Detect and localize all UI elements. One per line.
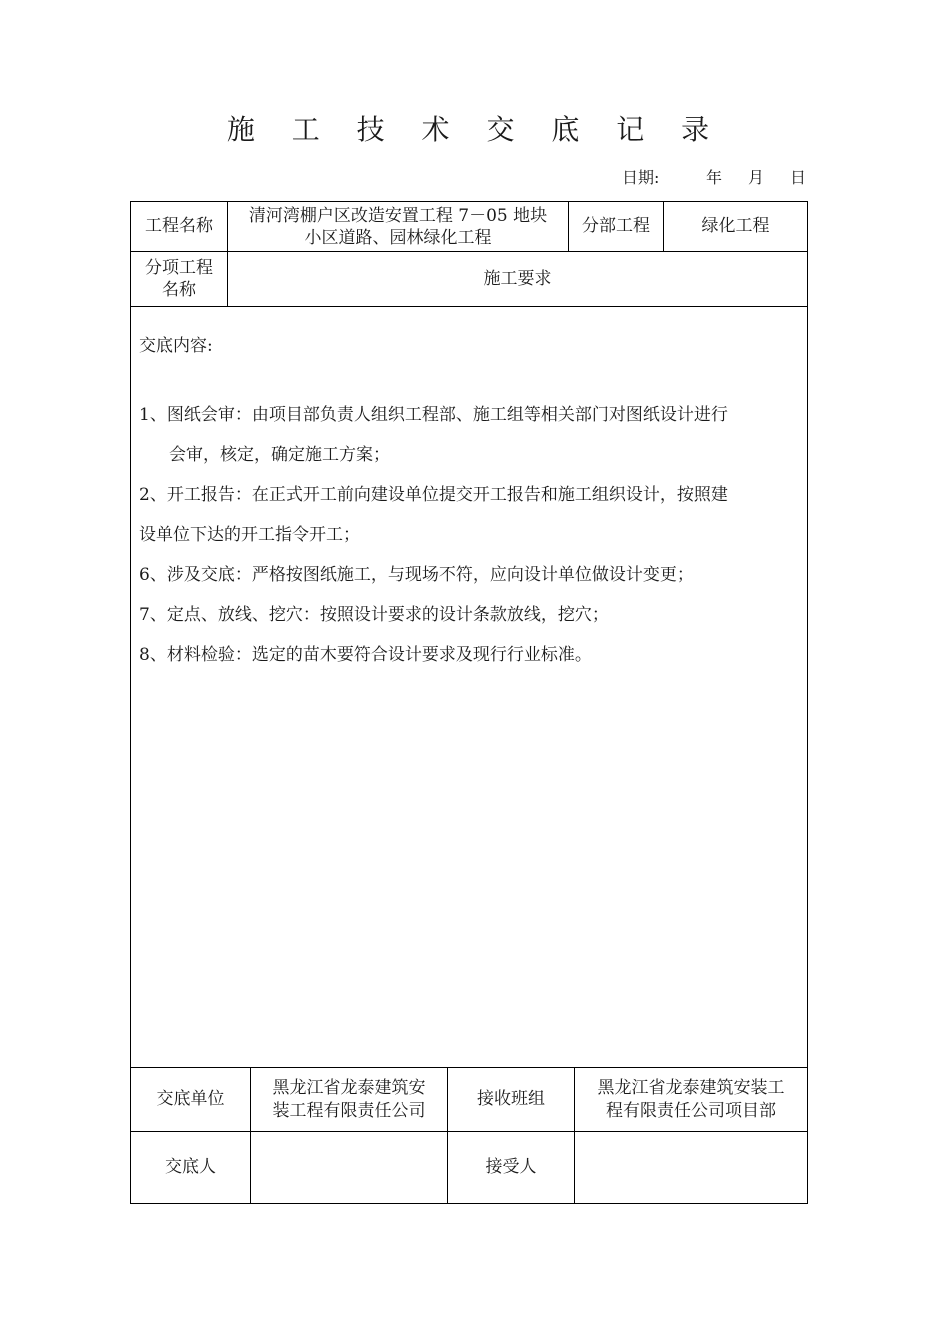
receiver-label-text: 接受人 [485,1157,537,1177]
sub-item-value [228,252,807,306]
division-value-text: 绿化工程 [701,216,770,236]
item-8-line1: 8、材料检验：选定的苗木要符合设计要求及现行行业标准。 [139,645,592,665]
receiving-group-line1: 黑龙江省龙泰建筑安装工 [597,1077,785,1098]
receiver-label [448,1132,574,1203]
date-month: 月 [748,168,765,187]
sub-item-label [131,252,227,306]
issuing-unit-label-text: 交底单位 [156,1089,225,1109]
page-title: 施 工 技 术 交 底 记 录 [226,113,724,146]
issuing-unit-line1: 黑龙江省龙泰建筑安 [272,1077,426,1098]
date-line [622,166,806,190]
project-name-line1: 清河湾棚户区改造安置工程 7－05 地块 [248,205,548,226]
content-heading: 交底内容: [139,336,213,356]
item-1-line2: 会审，核定，确定施工方案； [169,445,390,465]
date-label: 日期: [622,168,660,187]
issuing-unit-line2: 装工程有限责任公司 [272,1100,426,1121]
project-name-label [131,202,227,251]
item-2-line2: 设单位下达的开工指令开工； [139,525,360,545]
project-name-value [228,202,568,251]
project-name-line2: 小区道路、园林绿化工程 [304,227,492,248]
division-label [569,202,663,251]
list-item [139,395,799,475]
receiving-group-label [448,1068,574,1131]
item-7-line1: 7、定点、放线、挖穴：按照设计要求的设计条款放线，挖穴； [139,605,609,625]
sub-item-label-line2: 名称 [162,280,196,300]
list-item [139,475,799,555]
project-name-label-text: 工程名称 [145,216,213,236]
sub-item-value-text: 施工要求 [483,268,552,289]
receiving-group-value [575,1068,807,1131]
item-2-line1: 2、开工报告：在正式开工前向建设单位提交开工报告和施工组织设计，按照建 [139,485,728,505]
issuer-label [131,1132,250,1203]
disclosure-content [131,307,807,1067]
issuing-unit-value [251,1068,447,1131]
issuing-unit-label [131,1068,250,1131]
list-item [139,635,799,675]
receiver-signature-field[interactable] [575,1132,807,1203]
issuer-label-text: 交底人 [165,1157,216,1177]
receiving-group-line2: 程有限责任公司项目部 [606,1100,776,1121]
division-label-text: 分部工程 [582,216,650,236]
date-year: 年 [706,168,723,187]
item-1-line1: 1、图纸会审：由项目部负责人组织工程部、施工组等相关部门对图纸设计进行 [139,405,728,425]
date-day: 日 [790,168,807,187]
division-value [664,202,807,251]
list-item [139,555,799,595]
issuer-signature-field[interactable] [251,1132,447,1203]
sub-item-label-line1: 分项工程 [145,258,213,278]
list-item [139,595,799,635]
item-6-line1: 6、涉及交底：严格按图纸施工，与现场不符，应向设计单位做设计变更； [139,565,694,585]
receiving-group-label-text: 接收班组 [477,1089,545,1109]
